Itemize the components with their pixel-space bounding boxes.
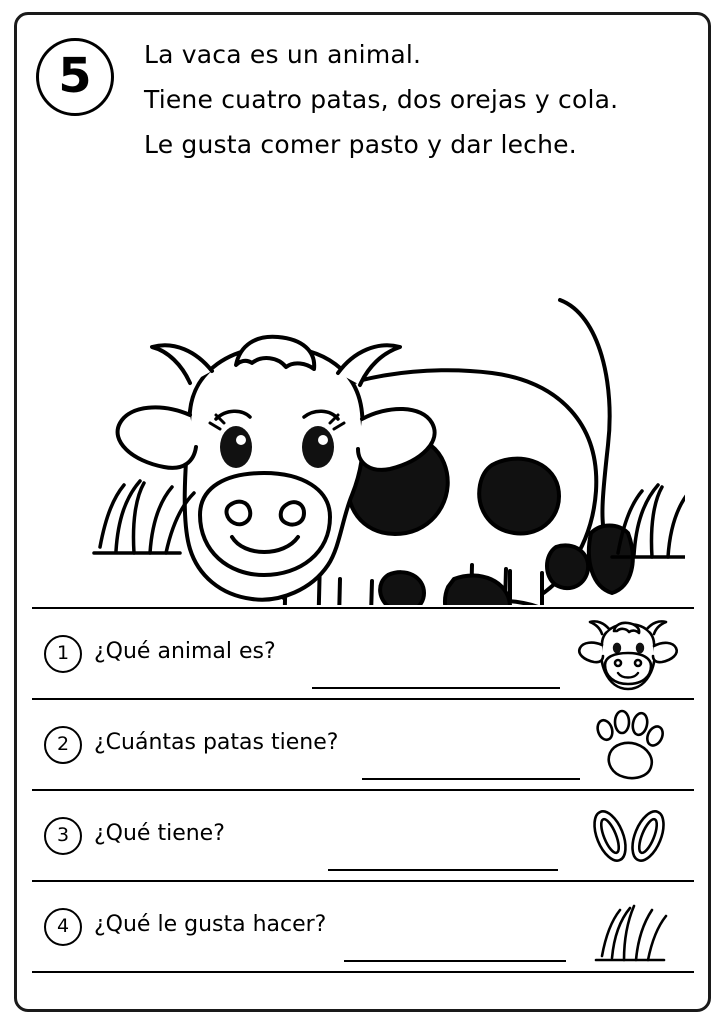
question-number-1: 1 xyxy=(44,635,82,673)
intro-text xyxy=(144,32,689,167)
paw-print-icon xyxy=(572,708,684,784)
questions-bottom-rule xyxy=(32,971,694,973)
worksheet-number-badge: 5 xyxy=(36,38,114,116)
question-row-4 xyxy=(32,880,694,971)
question-text-2: ¿Cuántas patas tiene? xyxy=(94,730,339,755)
question-row-2 xyxy=(32,698,694,789)
question-row-1 xyxy=(32,607,694,698)
grass-icon xyxy=(572,890,684,966)
cow-illustration xyxy=(40,175,685,605)
question-text-4: ¿Qué le gusta hacer? xyxy=(94,912,327,937)
answer-line-4[interactable] xyxy=(344,960,566,962)
question-number-4: 4 xyxy=(44,908,82,946)
intro-line-3: Le gusta comer pasto y dar leche. xyxy=(144,130,577,159)
question-text-1: ¿Qué animal es? xyxy=(94,639,276,664)
question-row-3 xyxy=(32,789,694,880)
answer-line-2[interactable] xyxy=(362,778,580,780)
answer-line-3[interactable] xyxy=(328,869,558,871)
worksheet-header xyxy=(36,32,686,162)
question-number-3: 3 xyxy=(44,817,82,855)
intro-line-2: Tiene cuatro patas, dos orejas y cola. xyxy=(144,85,619,114)
questions-list xyxy=(32,607,694,973)
ears-icon xyxy=(572,799,684,875)
question-number-2: 2 xyxy=(44,726,82,764)
question-text-3: ¿Qué tiene? xyxy=(94,821,225,846)
intro-line-1: La vaca es un animal. xyxy=(144,40,422,69)
answer-line-1[interactable] xyxy=(312,687,560,689)
cow-head-icon xyxy=(572,617,684,693)
